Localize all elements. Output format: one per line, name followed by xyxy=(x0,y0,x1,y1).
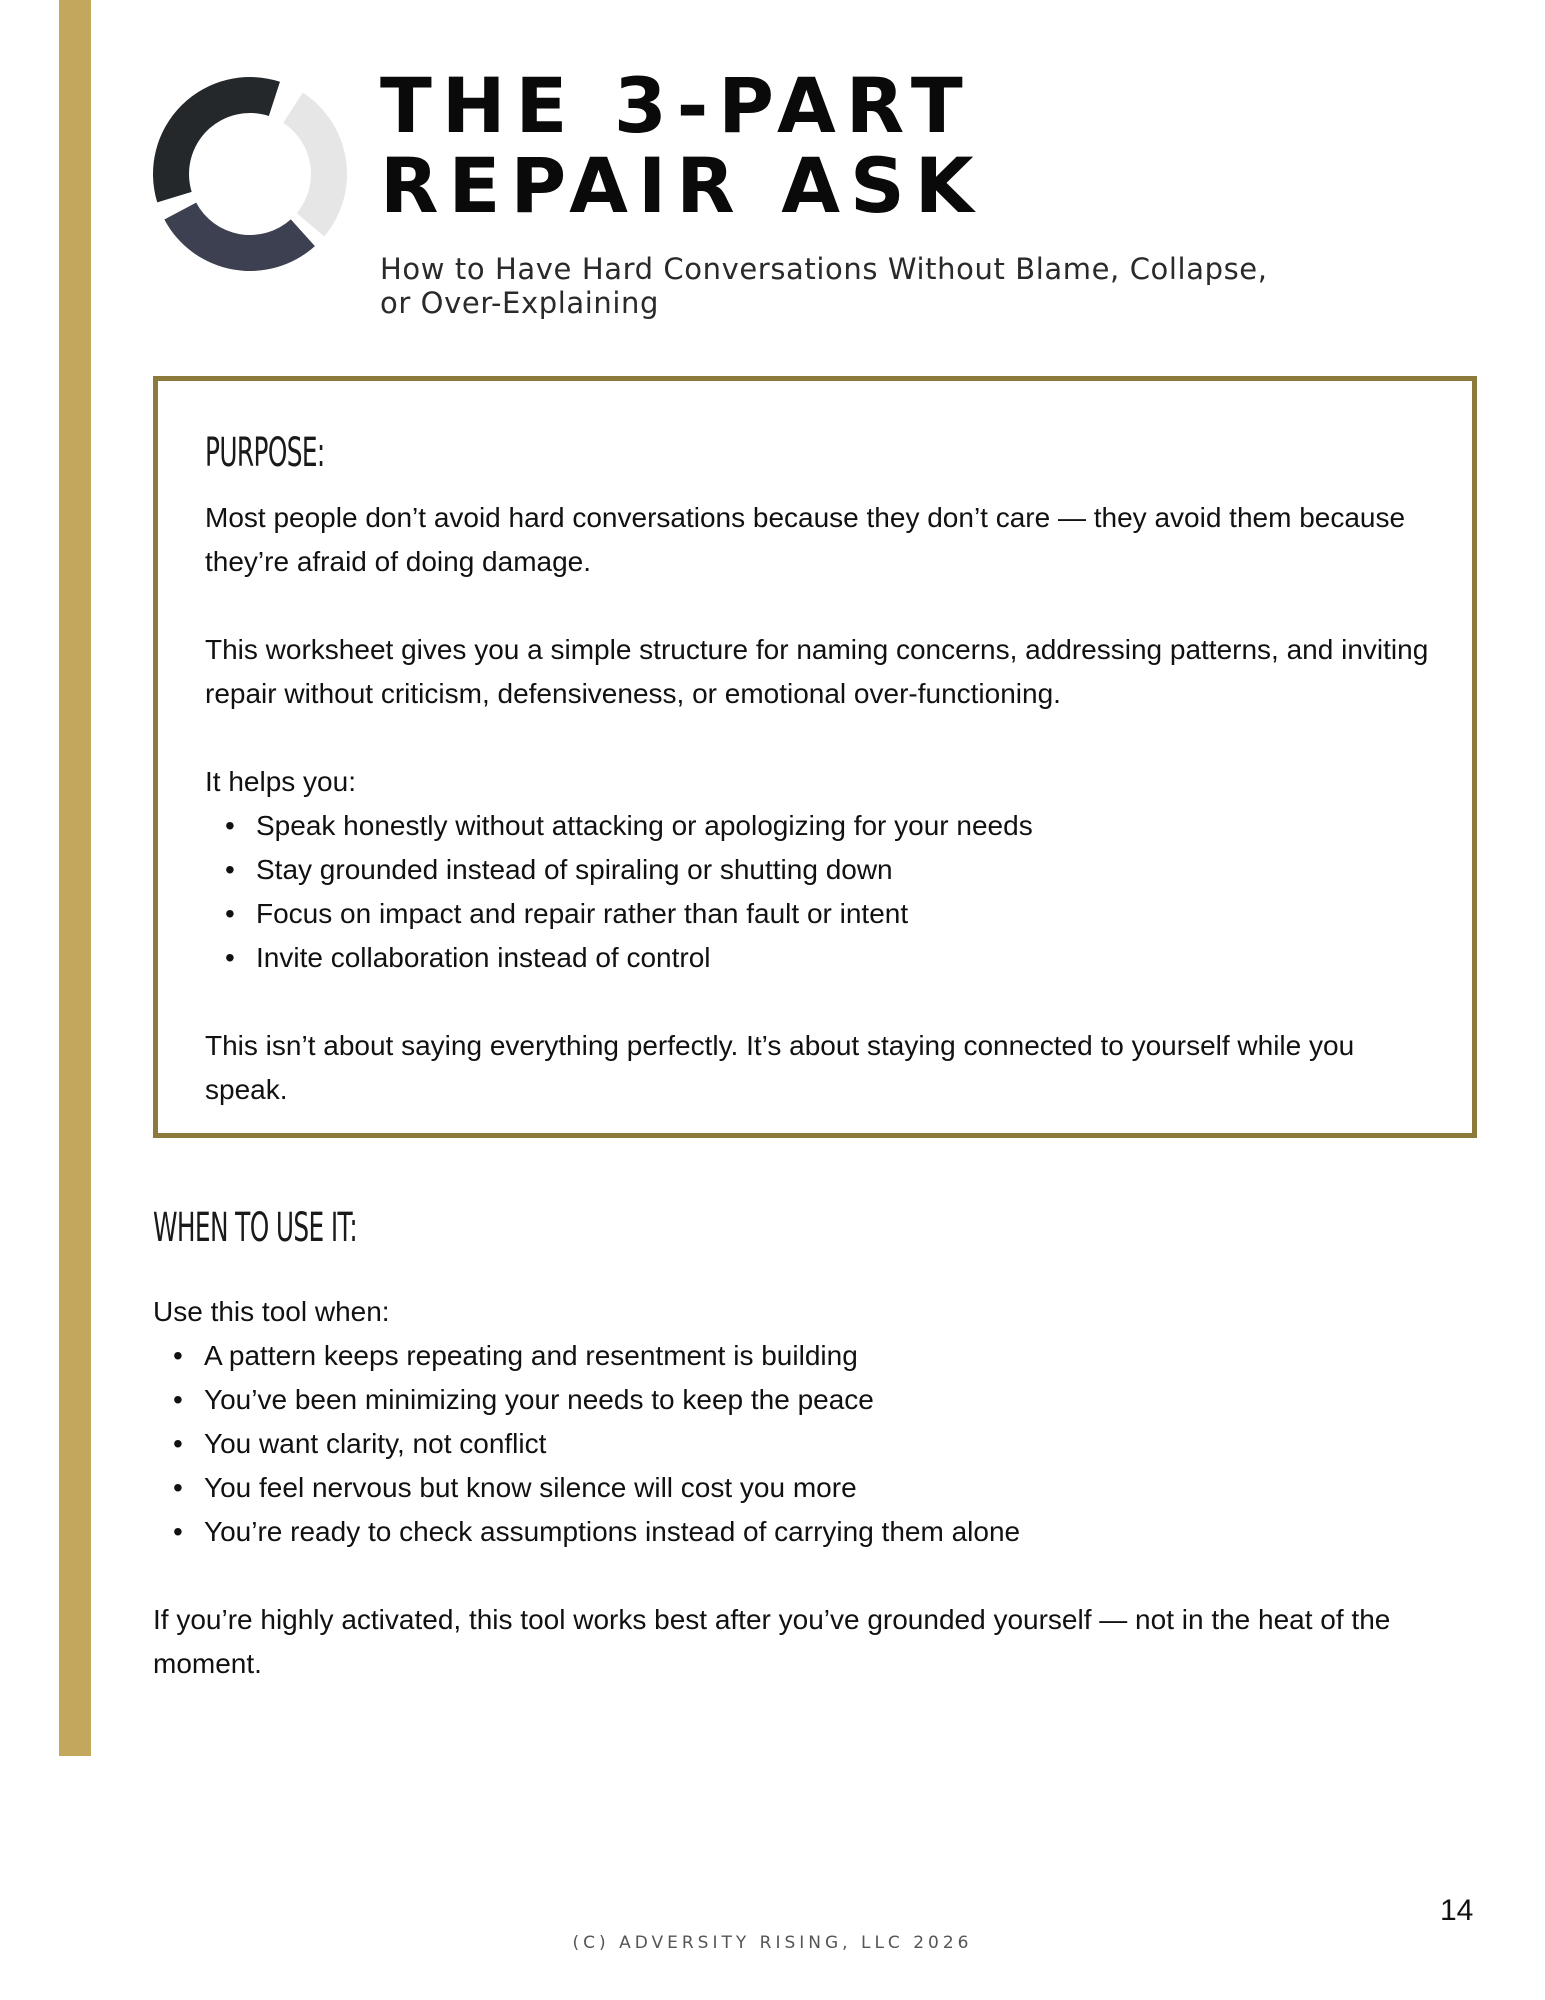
bullet-icon: • xyxy=(225,810,235,841)
list-item-text: A pattern keeps repeating and resentment is building xyxy=(204,1340,858,1371)
when-to-use-content xyxy=(153,1290,1453,1686)
bullet-icon: • xyxy=(173,1472,183,1503)
subtitle-line-1: How to Have Hard Conversations Without Blame, Collapse, xyxy=(380,252,1268,286)
copyright-footer: (C) ADVERSITY RISING, LLC 2026 xyxy=(572,1933,973,1953)
bullet-icon: • xyxy=(225,898,235,929)
purpose-paragraph-1-line-2: they’re afraid of doing damage. xyxy=(205,546,592,577)
list-item-text: Speak honestly without attacking or apologizing for your needs xyxy=(256,810,1033,841)
page-number: 14 xyxy=(1440,1894,1474,1927)
when-closing-line-1: If you’re highly activated, this tool works best after you’ve grounded yourself — not in the heat of the xyxy=(153,1604,1391,1635)
three-segment-ring-icon xyxy=(150,74,350,274)
purpose-heading: PURPOSE: xyxy=(205,430,325,476)
list-item xyxy=(153,1510,1453,1554)
list-item xyxy=(153,1378,1453,1422)
list-item xyxy=(205,936,1445,980)
list-item-text: Focus on impact and repair rather than fault or intent xyxy=(256,898,909,929)
title-line-2: REPAIR ASK xyxy=(380,141,984,230)
when-closing-line-2: moment. xyxy=(153,1648,262,1679)
purpose-closing-line-2: speak. xyxy=(205,1074,288,1105)
list-item xyxy=(205,892,1445,936)
list-item xyxy=(153,1334,1453,1378)
list-item xyxy=(205,804,1445,848)
purpose-closing-line-1: This isn’t about saying everything perfectly. It’s about staying connected to yourself while you xyxy=(205,1030,1355,1061)
logo-segment-navy xyxy=(164,203,315,271)
list-item-text: Stay grounded instead of spiraling or shutting down xyxy=(256,854,893,885)
bullet-icon: • xyxy=(173,1428,183,1459)
when-bullet-list xyxy=(153,1334,1453,1554)
bullet-icon: • xyxy=(173,1516,183,1547)
list-item xyxy=(153,1422,1453,1466)
when-to-use-heading: WHEN TO USE IT: xyxy=(153,1205,358,1251)
list-item-text: You’ve been minimizing your needs to keep the peace xyxy=(204,1384,874,1415)
list-item-text: You want clarity, not conflict xyxy=(204,1428,547,1459)
list-item-text: You’re ready to check assumptions instead of carrying them alone xyxy=(204,1516,1021,1547)
purpose-paragraph-2-line-1: This worksheet gives you a simple structure for naming concerns, addressing patterns, and inviting xyxy=(205,634,1429,665)
purpose-intro: It helps you: xyxy=(205,766,356,797)
bullet-icon: • xyxy=(173,1340,183,1371)
subtitle-line-2: or Over-Explaining xyxy=(380,286,660,320)
page-subtitle xyxy=(380,252,1320,320)
list-item xyxy=(153,1466,1453,1510)
bullet-icon: • xyxy=(225,854,235,885)
title-line-1: THE 3-PART xyxy=(380,61,973,150)
spacer xyxy=(153,1554,1453,1598)
spacer xyxy=(205,716,1445,760)
list-item xyxy=(205,848,1445,892)
spacer xyxy=(205,980,1445,1024)
spacer xyxy=(205,584,1445,628)
purpose-content xyxy=(205,496,1445,1112)
decorative-gold-bar xyxy=(59,0,91,1756)
purpose-paragraph-2-line-2: repair without criticism, defensiveness, or emotional over-functioning. xyxy=(205,678,1061,709)
list-item-text: Invite collaboration instead of control xyxy=(256,942,711,973)
when-intro: Use this tool when: xyxy=(153,1296,390,1327)
bullet-icon: • xyxy=(225,942,235,973)
purpose-box xyxy=(153,376,1477,1138)
logo-segment-dark xyxy=(153,77,280,202)
list-item-text: You feel nervous but know silence will cost you more xyxy=(204,1472,857,1503)
page-title xyxy=(380,61,984,230)
purpose-bullet-list xyxy=(205,804,1445,980)
purpose-paragraph-1-line-1: Most people don’t avoid hard conversations because they don’t care — they avoid them because xyxy=(205,502,1406,533)
logo-segment-light xyxy=(283,93,347,237)
bullet-icon: • xyxy=(173,1384,183,1415)
